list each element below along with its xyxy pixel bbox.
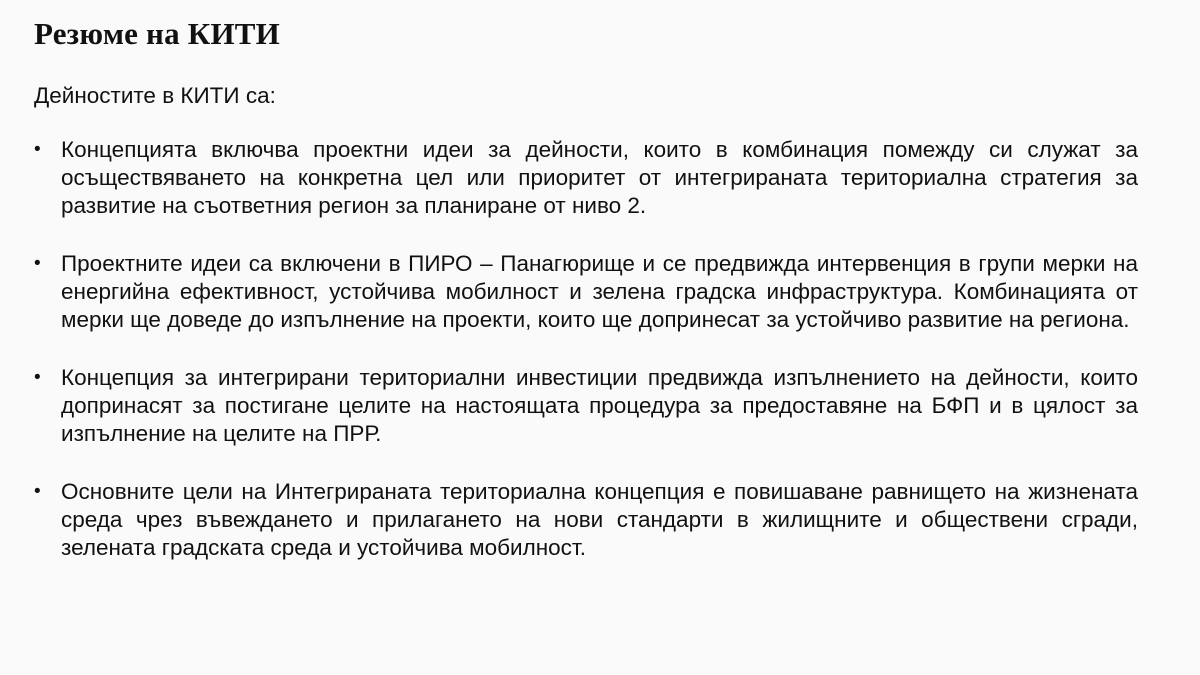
bullet-icon: • [34,367,41,388]
bullet-text: Концепцията включва проектни идеи за дейности, които в комбинация помежду си служат за осъществяването на конкретна цел или приоритет от интегрираната териториална стратегия за развитие на съответния регион за планиране от ниво 2. [61,137,1138,218]
bullet-list [34,136,1138,562]
bullet-icon: • [34,481,41,502]
bullet-icon: • [34,253,41,274]
intro-text: Дейностите в КИТИ са: [34,83,276,108]
bullet-icon: • [34,139,41,160]
bullet-item [34,250,1138,334]
bullet-text: Проектните идеи са включени в ПИРО – Панагюрище и се предвижда интервенция в групи мерки на енергийна ефективност, устойчива мобилност и зелена градска инфраструктура. Комбинацията от мерки ще доведе до изпълнение на проекти, които ще допринесат за устойчиво развитие на региона. [61,251,1138,332]
bullet-item [34,478,1138,562]
slide-title: Резюме на КИТИ [34,16,280,51]
bullet-text: Основните цели на Интегрираната териториална концепция е повишаване равнището на жизнената среда чрез въвеждането и прилагането на нови стандарти в жилищните и обществени сгради, зелената градската среда и устойчива мобилност. [61,479,1138,560]
bullet-item [34,364,1138,448]
bullet-text: Концепция за интегрирани териториални инвестиции предвижда изпълнението на дейности, които допринасят за постигане целите на настоящата процедура за предоставяне на БФП и в цялост за изпълнение на целите на ПРР. [61,365,1138,446]
bullet-item [34,136,1138,220]
